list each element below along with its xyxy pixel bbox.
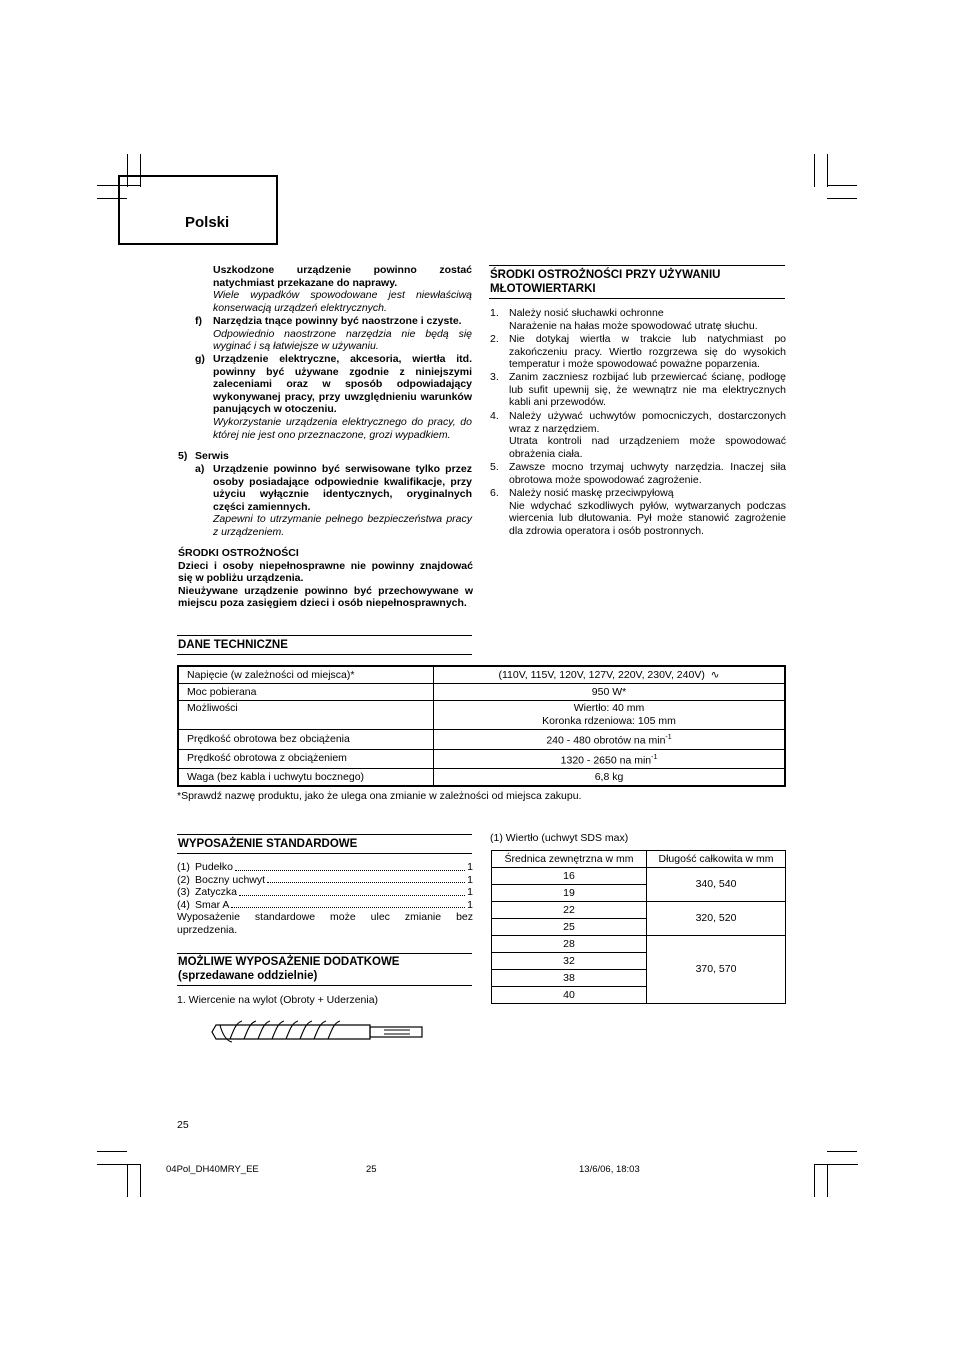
tech-value	[434, 730, 786, 750]
list-text-2: Utrata kontroli nad urządzeniem może spowodować obrażenia ciała.	[509, 435, 786, 460]
item-qty: 1	[467, 898, 473, 911]
table-row	[178, 749, 785, 769]
tech-value: 6,8 kg	[434, 769, 786, 787]
item-num: (4)	[177, 898, 190, 911]
item-name: Boczny uchwyt	[195, 873, 266, 886]
item-f-italic: Odpowiednio naostrzone narzędzia nie będą się wyginać i są łatwiejsze w używaniu.	[213, 327, 472, 353]
list-num: 6.	[490, 487, 499, 499]
voltage-values: (110V, 115V, 120V, 127V, 220V, 230V, 240V)	[498, 668, 705, 681]
tech-label: Moc pobierana	[178, 684, 434, 701]
list-item	[490, 371, 786, 409]
tech-value	[434, 666, 786, 684]
bits-header-length: Długość całkowita w mm	[647, 851, 786, 868]
rule	[177, 853, 472, 854]
list-item	[490, 487, 786, 537]
list-item	[177, 899, 473, 912]
crop-mark	[827, 1164, 828, 1197]
list-num: 4.	[490, 410, 499, 422]
intro-italic: Wiele wypadków spowodowane jest niewłaściwą konserwacją urządzeń elektrycznych.	[213, 289, 472, 314]
intro-bold: Uszkodzone urządzenie powinno zostać natychmiast przekazane do naprawy.	[213, 264, 472, 289]
bits-length: 370, 570	[647, 936, 786, 1004]
tech-value	[434, 701, 786, 730]
crop-mark	[814, 1164, 815, 1197]
item-name: Pudełko	[195, 861, 233, 873]
rule	[177, 635, 472, 636]
crop-mark	[827, 185, 857, 186]
item-qty: 1	[467, 861, 473, 873]
list-text: Należy nosić maskę przeciwpyłową	[509, 487, 674, 499]
bits-diameter: 40	[492, 987, 647, 1004]
crop-mark	[814, 154, 815, 187]
bits-table	[491, 850, 786, 1004]
item-g-label: g)	[195, 353, 205, 365]
right-section-title: ŚRODKI OSTROŻNOŚCI PRZY UŻYWANIU MŁOTOWIERTARKI	[490, 269, 721, 295]
language-title: Polski	[185, 214, 230, 231]
list-text: Nie dotykaj wiertła w trakcie lub natychmiast po zakończeniu pracy. Wiertło rozgrzewa się do wysokich temperatur i może spowodować poważne poparzenia.	[509, 333, 786, 371]
rule	[489, 298, 785, 299]
precautions-block	[178, 547, 473, 610]
table-row	[492, 902, 786, 919]
section-5-title: Serwis	[195, 450, 229, 462]
standard-list	[177, 861, 473, 937]
rule	[177, 985, 472, 986]
table-row	[492, 936, 786, 953]
optional-title-line2: (sprzedawane oddzielnie)	[178, 970, 318, 982]
page-number: 25	[177, 1119, 189, 1131]
bits-length: 340, 540	[647, 868, 786, 902]
tech-label: Prędkość obrotowa bez obciążenia	[178, 730, 434, 750]
crop-mark	[97, 1151, 127, 1152]
item-name: Zatyczka	[195, 886, 238, 899]
list-text-2: Nie wdychać szkodliwych pyłów, wytwarzanych podczas wiercenia lub dłutowania. Pył może stanowić zagrożenie dla zdrowia operatora i osób postronnych.	[509, 499, 786, 537]
list-item	[177, 886, 473, 899]
list-num: 2.	[490, 333, 499, 345]
footer-date: 13/6/06, 18:03	[579, 1164, 640, 1175]
crop-mark	[827, 1151, 857, 1152]
standard-title: WYPOSAŻENIE STANDARDOWE	[178, 838, 358, 850]
bits-header-diameter: Średnica zewnętrzna w mm	[492, 851, 647, 868]
speed-load: 1320 - 2650 na min	[560, 754, 652, 766]
precautions-title: ŚRODKI OSTROŻNOŚCI	[178, 547, 299, 559]
bits-diameter: 28	[492, 936, 647, 953]
tech-label: Możliwości	[178, 701, 434, 730]
tech-table	[177, 665, 786, 787]
item-a-bold: Urządzenie powinno być serwisowane tylko przez osoby posiadające odpowiednie kwalifikacje, przy użyciu wyłącznie identycznych, oryginalnych części zamiennych.	[213, 463, 472, 513]
bits-diameter: 22	[492, 902, 647, 919]
list-text: Należy nosić słuchawki ochronne	[509, 307, 664, 319]
bits-diameter: 25	[492, 919, 647, 936]
crop-mark	[814, 1164, 858, 1165]
bits-diameter: 38	[492, 970, 647, 987]
item-num: (2)	[177, 873, 190, 886]
bits-diameter: 19	[492, 885, 647, 902]
item-num: (1)	[177, 861, 190, 873]
tech-title: DANE TECHNICZNE	[178, 639, 288, 651]
rule	[177, 834, 472, 835]
bits-diameter: 32	[492, 953, 647, 970]
list-item	[177, 874, 473, 887]
item-a-label: a)	[195, 463, 205, 475]
bits-diameter: 16	[492, 868, 647, 885]
item-g-bold: Urządzenie elektryczne, akcesoria, wiertła itd. powinny być używane zgodnie z niniejszymi zaleceniami oraz w sposób odpowiadający wykonywanej pracy, przy uwzględnieniu warunków panujących w otoczeniu.	[213, 353, 472, 416]
table-row	[492, 851, 786, 868]
optional-title	[178, 955, 399, 983]
list-item	[490, 410, 786, 460]
rule	[177, 953, 472, 954]
bits-caption: (1) Wiertło (uchwyt SDS max)	[490, 832, 629, 844]
list-text: Należy używać uchwytów pomocniczych, dostarczonych wraz z narzędziem.	[509, 410, 786, 435]
table-row	[492, 868, 786, 885]
superscript: -1	[651, 753, 658, 761]
tech-label: Waga (bez kabla i uchwytu bocznego)	[178, 769, 434, 787]
item-a-italic: Zapewni to utrzymanie pełnego bezpieczeństwa pracy z urządzeniem.	[213, 513, 472, 538]
rule	[489, 265, 785, 266]
crop-mark	[127, 1164, 128, 1197]
capacity-drill: Wiertło: 40 mm	[573, 702, 645, 714]
table-row	[178, 769, 785, 787]
crop-mark	[827, 154, 828, 187]
superscript: -1	[665, 734, 672, 741]
table-row	[178, 684, 785, 701]
list-text-2: Narażenie na hałas może spowodować utratę słuchu.	[509, 319, 758, 332]
list-num: 1.	[490, 307, 499, 319]
tech-footnote: *Sprawdź nazwę produktu, jako że ulega ona zmianie w zależności od miejsca zakupu.	[177, 790, 582, 802]
speed-noload: 240 - 480 obrotów na min	[546, 734, 666, 747]
ac-symbol-icon: ∿	[710, 668, 720, 681]
item-f-label: f)	[195, 315, 202, 327]
item-f-bold: Narzędzia tnące powinny być naostrzone i czyste.	[213, 315, 462, 327]
list-item	[490, 461, 786, 486]
table-row	[178, 701, 785, 730]
footer-file: 04Pol_DH40MRY_EE	[166, 1164, 259, 1175]
item-qty: 1	[467, 873, 473, 886]
intro-block	[213, 264, 472, 314]
language-header-box	[118, 175, 278, 245]
tech-value	[434, 749, 786, 769]
precautions-text-2: Nieużywane urządzenie powinno być przechowywane w miejscu poza zasięgiem dzieci i osób niepełnosprawnych.	[178, 584, 473, 610]
tech-value: 950 W*	[434, 684, 786, 701]
crop-mark	[97, 1164, 141, 1165]
precautions-text-1: Dzieci i osoby niepełnosprawne nie powinny znajdować się w pobliżu urządzenia.	[178, 559, 473, 585]
list-item	[177, 861, 473, 874]
list-text: Zanim zaczniesz rozbijać lub przewiercać ścianę, podłogę lub sufit upewnij się, że wewnątrz nie ma elektrycznych kabli ani przewodów.	[509, 371, 786, 409]
standard-note: Wyposażenie standardowe może ulec zmianie bez uprzedzenia.	[177, 911, 473, 936]
item-qty: 1	[467, 886, 473, 899]
optional-item-1: 1. Wiercenie na wylot (Obroty + Uderzenia)	[177, 994, 379, 1006]
list-num: 3.	[490, 371, 499, 383]
drill-bit-icon	[210, 1019, 430, 1045]
crop-mark	[827, 198, 857, 199]
optional-title-line1: MOŻLIWE WYPOSAŻENIE DODATKOWE	[178, 956, 400, 968]
item-num: (3)	[177, 886, 190, 899]
list-text: Zawsze mocno trzymaj uchwyty narzędzia. Inaczej siła obrotowa może spowodować zagrożenie.	[509, 461, 786, 486]
item-g-italic: Wykorzystanie urządzenia elektrycznego do pracy, do której nie jest ono przeznaczone, grozi wypadkiem.	[213, 415, 472, 441]
tech-label: Napięcie (w zależności od miejsca)*	[178, 666, 434, 684]
item-g	[213, 353, 472, 441]
item-f	[213, 315, 472, 353]
table-row	[178, 666, 785, 684]
list-item	[490, 307, 786, 332]
crop-mark	[140, 1164, 141, 1197]
tech-label: Prędkość obrotowa z obciążeniem	[178, 749, 434, 769]
item-a	[213, 463, 472, 539]
rule	[177, 654, 472, 655]
list-num: 5.	[490, 461, 499, 473]
list-item	[490, 333, 786, 371]
table-row	[178, 730, 785, 750]
section-5-label: 5)	[178, 450, 188, 462]
bits-length: 320, 520	[647, 902, 786, 936]
item-name: Smar A	[195, 898, 230, 911]
capacity-core: Koronka rdzeniowa: 105 mm	[542, 715, 676, 727]
footer-center-num: 25	[366, 1164, 377, 1175]
